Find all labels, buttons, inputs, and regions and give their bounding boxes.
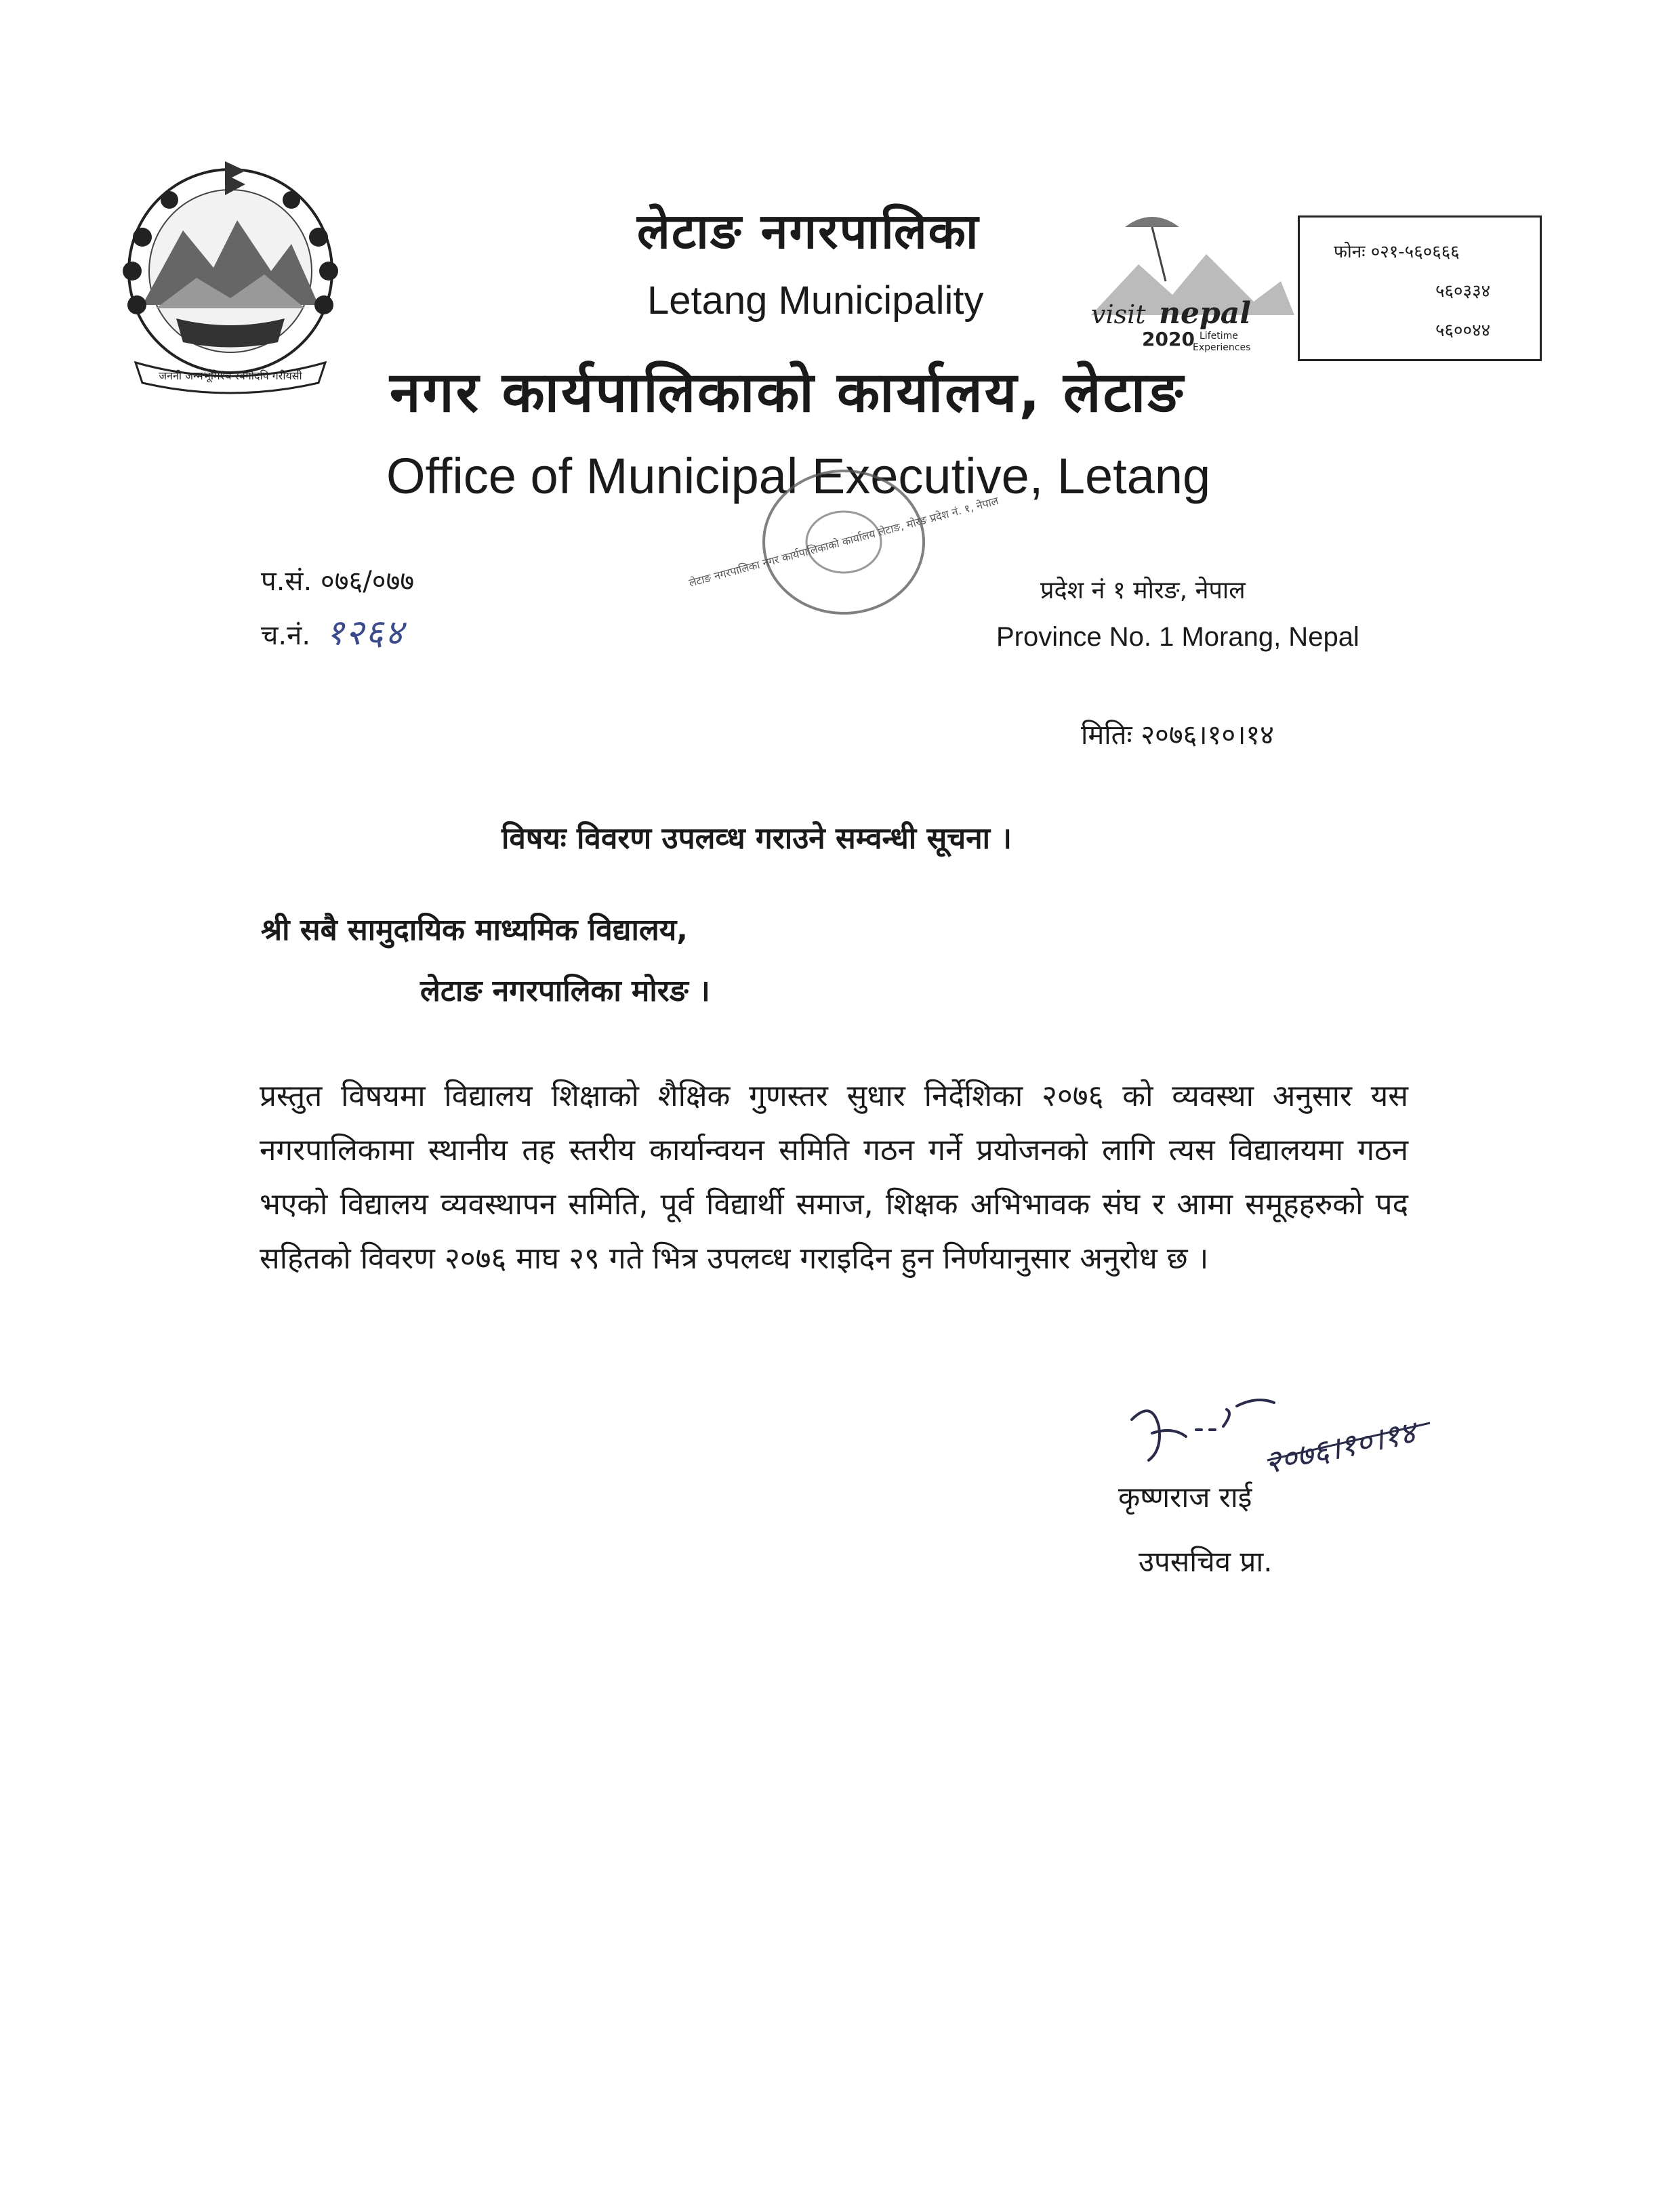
stamp-text: लेटाङ नगरपालिका नगर कार्यपालिकाको कार्यालय लेटाङ, मोरङ प्रदेश नं. १, नेपाल [687, 494, 1000, 590]
nepal-emblem-logo [95, 156, 366, 400]
phone-label: फोनः [1334, 242, 1366, 262]
municipality-name-np: लेटाङ नगरपालिका [637, 203, 980, 260]
visit-nepal-2020-logo [1078, 200, 1301, 356]
office-name-np: नगर कार्यपालिकाको कार्यालय, लेटाङ [390, 360, 1185, 425]
phone-row-1 [1334, 232, 1540, 272]
office-name-en: Office of Municipal Executive, Letang [386, 448, 1211, 504]
office-stamp [687, 461, 1000, 623]
reference-block [261, 556, 414, 661]
visit-logo-line2: nepal [1159, 296, 1251, 331]
addressee-line-1: श्री सबै सामुदायिक माध्यमिक विद्यालय, [261, 913, 688, 947]
visit-logo-tagline1: Lifetime [1200, 331, 1238, 342]
visit-logo-year: 2020 [1142, 328, 1195, 350]
visit-logo-tagline2: Experiences [1193, 342, 1251, 353]
cn-label: च.नं. [261, 620, 311, 651]
phone-number-3: ५६००४४ [1435, 321, 1491, 341]
letter-subject: विषयः विवरण उपलव्ध गराउने सम्वन्धी सूचना । [501, 821, 1012, 856]
signatory-title: उपसचिव प्रा. [1139, 1545, 1273, 1578]
signatory-name: कृष्णराज राई [1118, 1481, 1252, 1514]
phone-number-1: ०२१-५६०६६६ [1370, 242, 1460, 262]
addressee-line-2: लेटाङ नगरपालिका मोरङ । [420, 974, 710, 1008]
municipality-name-en: Letang Municipality [647, 278, 984, 323]
ps-label: प.सं. [261, 566, 312, 597]
visit-logo-line1: visit [1091, 300, 1146, 329]
emblem-motto: जननी जन्मभूमिश्च स्वर्गादपि गरीयसी [159, 369, 302, 382]
province-np: प्रदेश नं १ मोरङ, नेपाल [1040, 577, 1246, 604]
signature-date: २०७६।१०।१४ [1261, 1413, 1419, 1481]
phone-box [1298, 215, 1542, 361]
ps-value: ०७६/०७७ [320, 566, 415, 597]
letter-body: प्रस्तुत विषयमा विद्यालय शिक्षाको शैक्षिक गुणस्तर सुधार निर्देशिका २०७६ को व्यवस्था अनुसार यस नगरपालिकामा स्थानीय तह स्तरीय कार्यान्वयन समिति गठन गर्ने प्रयोजनको लागि त्यस विद्यालयमा गठन भएको विद्यालय व्यवस्थापन समिति, पूर्व विद्यार्थी समाज, शिक्षक अभिभावक संघ र आमा समूहहरुको पद सहितको विवरण २०७६ माघ २९ गते भित्र उपलव्ध गराइदिन हुन निर्णयानुसार अनुरोध छ । [260, 1079, 1408, 1276]
letter-date: मितिः २०७६।१०।१४ [1081, 720, 1274, 751]
cn-value-handwritten: १२६४ [325, 613, 405, 653]
reference-ps [261, 556, 414, 607]
phone-number-2: ५६०३३४ [1435, 281, 1491, 302]
reference-cn [261, 607, 414, 661]
province-en: Province No. 1 Morang, Nepal [996, 622, 1359, 652]
